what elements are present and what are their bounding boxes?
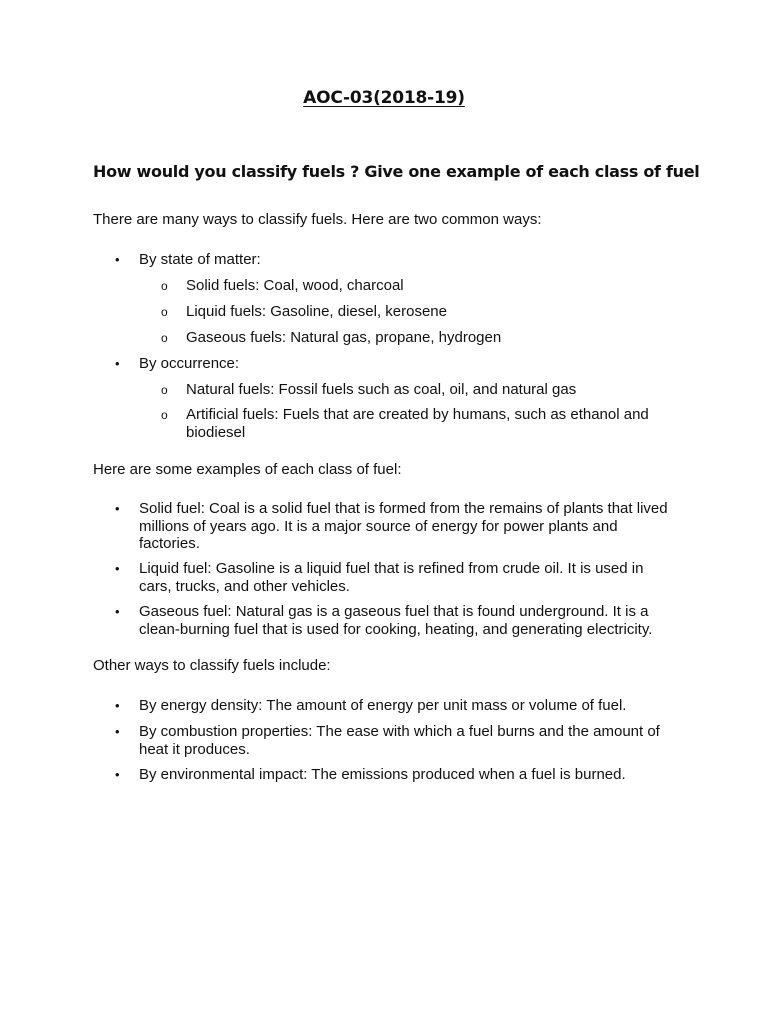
other-ways-intro: Other ways to classify fuels include:	[93, 657, 331, 674]
sub-bullet-icon: o	[161, 383, 168, 397]
sub-list-item-text: Artificial fuels: Fuels that are created by humans, such as ethanol and biodiesel	[186, 406, 649, 441]
list-item-text: Gaseous fuel: Natural gas is a gaseous fuel that is found underground. It is a clean-burning fuel that is used for cooking, heating, and generating electricity.	[139, 603, 653, 638]
sub-bullet-icon: o	[161, 331, 168, 345]
examples-intro: Here are some examples of each class of fuel:	[93, 461, 402, 478]
list-item-text: By state of matter:	[139, 251, 261, 268]
bullet-icon: •	[115, 698, 120, 713]
list-item-text: By occurrence:	[139, 355, 240, 372]
sub-bullet-icon: o	[161, 305, 168, 319]
bullet-icon: •	[115, 604, 120, 619]
sub-bullet-icon: o	[161, 279, 168, 293]
bullet-icon: •	[115, 724, 120, 739]
intro-paragraph: There are many ways to classify fuels. Here are two common ways:	[93, 211, 542, 228]
list-item-text: By combustion properties: The ease with which a fuel burns and the amount of heat it produces.	[139, 723, 660, 758]
bullet-icon: •	[115, 561, 120, 576]
document-title: AOC-03(2018-19)	[303, 88, 465, 108]
sub-list-item-text: Solid fuels: Coal, wood, charcoal	[186, 277, 404, 294]
sub-list-item-text: Liquid fuels: Gasoline, diesel, kerosene	[186, 303, 447, 320]
bullet-icon: •	[115, 356, 120, 371]
list-item-text: Liquid fuel: Gasoline is a liquid fuel that is refined from crude oil. It is used in cars, trucks, and other vehicles.	[139, 560, 644, 595]
list-item-text: Solid fuel: Coal is a solid fuel that is formed from the remains of plants that lived millions of years ago. It is a major source of energy for power plants and factories.	[139, 500, 668, 552]
bullet-icon: •	[115, 252, 120, 267]
list-item-text: By environmental impact: The emissions produced when a fuel is burned.	[139, 766, 626, 783]
sub-list-item-text: Gaseous fuels: Natural gas, propane, hydrogen	[186, 329, 502, 346]
question-heading: How would you classify fuels ? Give one example of each class of fuel	[93, 162, 700, 181]
list-item-text: By energy density: The amount of energy per unit mass or volume of fuel.	[139, 697, 627, 714]
sub-bullet-icon: o	[161, 408, 168, 422]
sub-list-item-text: Natural fuels: Fossil fuels such as coal, oil, and natural gas	[186, 381, 577, 398]
bullet-icon: •	[115, 501, 120, 516]
bullet-icon: •	[115, 767, 120, 782]
